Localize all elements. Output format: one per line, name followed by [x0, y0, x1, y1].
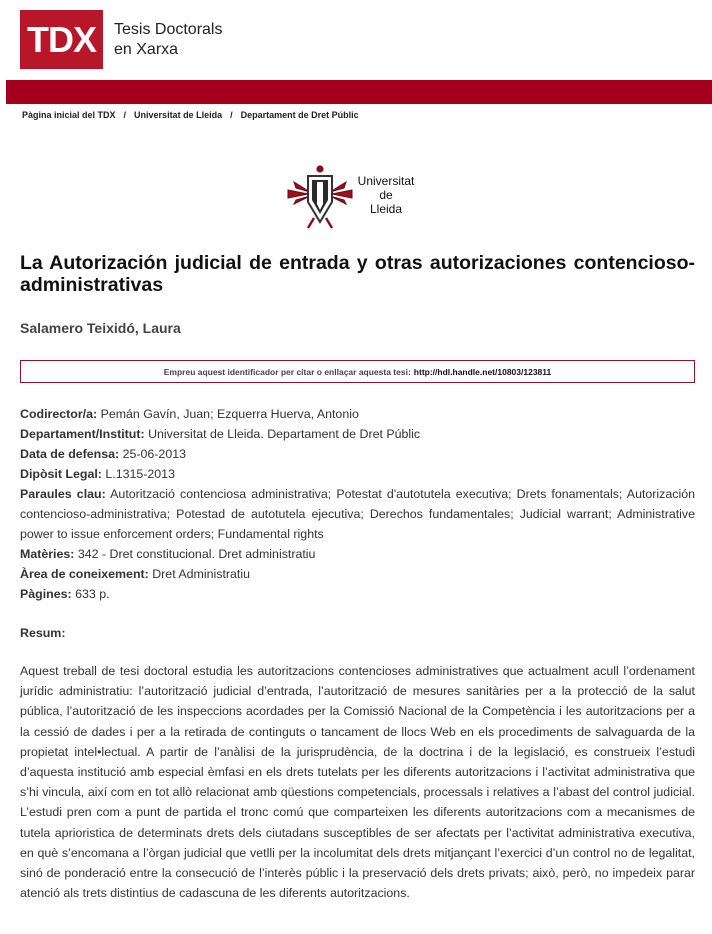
handle-citation-box	[20, 360, 695, 383]
meta-pages	[20, 584, 695, 604]
abstract-heading: Resum:	[20, 626, 66, 640]
meta-value: Universitat de Lleida. Departament de Dret Públic	[148, 427, 421, 441]
meta-legal-deposit	[20, 464, 695, 484]
handle-link[interactable]: http://hdl.handle.net/10803/123811	[413, 366, 552, 377]
university-name-line2: de	[379, 188, 393, 202]
site-name-line2: en Xarxa	[114, 41, 179, 58]
meta-value: 633 p.	[75, 587, 110, 601]
meta-value: 342 - Dret constitucional. Dret administratiu	[77, 547, 316, 561]
university-name-line1: Universitat	[357, 174, 415, 188]
meta-label: Codirector/a:	[20, 407, 98, 421]
meta-label: Paraules clau:	[20, 487, 106, 501]
site-header	[0, 0, 712, 80]
abstract-text: Aquest treball de tesi doctoral estudia les autoritzacions contencioses administratives que actualment acull l’ordenament jurídic administratiu: l’autorització judicial d’entrada, l’autorització de mesures sanitàries per a la protecció de la salut pública, l’autorització de les inspeccions acordades per la Comissió Nacional de la Competència i les autoritzacions per a la cessió de dades i per a la retirada de continguts o tancament de llocs Web en els procediments de salvaguarda de la propietat intel•lectual. A partir de l’anàlisi de la jurisprudència, de la doctrina i de la legislació, es construeix l’estudi d’aquesta institució amb especial èmfasi en els drets tutelats per les diferents autoritzacions i l’activitat administrativa que s’hi vincula, així com en tot allò relacionat amb qüestions competencials, processals i relatives a l’abast del control judicial. L’estudi pren com a punt de partida el tronc comú que comparteixen les diferents autoritzacions com a mecanismes de tutela aprioristica de determinats drets dels ciutadans susceptibles de ser afectats per l’activitat administrativa executiva, en què s’encomana a l’òrgan judicial que vetlli per la incolumitat dels drets mitjançant l’exercici d’un control no de legalitat, sinó de ponderació entre la consecució de l’interès públic i la preservació dels drets privats; això, però, no impedeix parar atenció als trets distintius de cadascuna de les diferents autoritzacions.	[20, 664, 695, 901]
meta-value: Autorització contenciosa administrativa; Potestat d'autotutela executiva; Drets fonamentals; Autorización contencioso-administrativa; Potestad de autotutela ejecutiva; Derechos fundamentales; Judicial warrant; Administrative power to issue enforcement orders; Fundamental rights	[20, 487, 695, 541]
handle-label: Empreu aquest identificador per citar o enllaçar aquesta tesi:	[163, 366, 411, 377]
site-name[interactable]	[114, 20, 222, 60]
meta-label: Data de defensa:	[20, 447, 120, 461]
breadcrumb-separator: /	[230, 110, 233, 120]
navigation-bar	[6, 80, 712, 104]
meta-subjects	[20, 544, 695, 564]
breadcrumb	[22, 110, 359, 120]
meta-codirector	[20, 404, 695, 424]
site-name-line1: Tesis Doctorals	[114, 21, 223, 38]
meta-department	[20, 424, 695, 444]
meta-label: Departament/Institut:	[20, 427, 145, 441]
meta-value: 25-06-2013	[122, 447, 186, 461]
breadcrumb-university[interactable]: Universitat de Lleida	[134, 110, 223, 120]
thesis-author: Salamero Teixidó, Laura	[20, 320, 181, 336]
meta-value: Dret Administratiu	[152, 567, 251, 581]
university-name-line3: Lleida	[369, 202, 403, 216]
meta-label: Dipòsit Legal:	[20, 467, 102, 481]
thesis-metadata	[20, 404, 695, 604]
tdx-logo[interactable]: TDX	[20, 10, 103, 69]
meta-knowledge-area	[20, 564, 695, 584]
breadcrumb-department[interactable]: Departament de Dret Públic	[240, 110, 359, 120]
meta-keywords	[20, 484, 695, 544]
meta-label: Àrea de coneixement:	[20, 567, 149, 581]
meta-defense-date	[20, 444, 695, 464]
meta-value: L.1315-2013	[105, 467, 175, 481]
university-name	[354, 174, 418, 216]
meta-value: Pemán Gavín, Juan; Ezquerra Huerva, Antonio	[100, 407, 359, 421]
thesis-title: La Autorización judicial de entrada y otras autorizaciones contencioso-administrativas	[20, 252, 695, 296]
meta-label: Matèries:	[20, 547, 75, 561]
breadcrumb-home[interactable]: Pàgina inicial del TDX	[22, 110, 116, 120]
meta-label: Pàgines:	[20, 587, 72, 601]
breadcrumb-separator: /	[123, 110, 127, 120]
